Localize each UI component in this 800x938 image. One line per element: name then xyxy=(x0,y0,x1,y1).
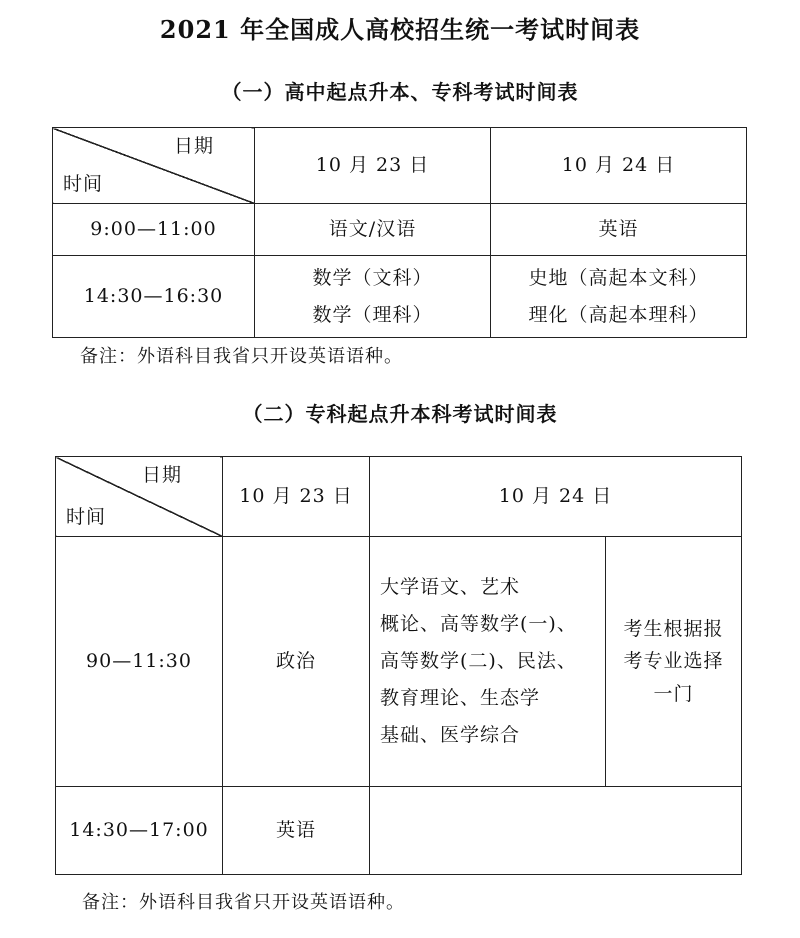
empty-cell xyxy=(370,787,742,875)
date-label: 日期 xyxy=(141,464,182,486)
time-cell: 90—11:30 xyxy=(56,537,223,787)
time-cell: 14:30—16:30 xyxy=(53,256,255,338)
subject-cell xyxy=(491,256,747,338)
section2-heading: （二）专科起点升本科考试时间表 xyxy=(242,402,558,426)
subject-line: 理化（高起本理科） xyxy=(528,303,709,326)
choice-line: 考生根据报 xyxy=(623,618,724,641)
subject-line: 大学语文、艺术 xyxy=(380,575,521,598)
subject-list-cell xyxy=(370,537,606,787)
day2-header: 10 月 24 日 xyxy=(370,457,742,537)
subject-line: 数学（文科） xyxy=(312,267,433,290)
day1-header: 10 月 23 日 xyxy=(255,128,491,204)
page-title: 2021 年全国成人高校招生统一考试时间表 xyxy=(159,15,641,44)
subject-line: 数学（理科） xyxy=(312,303,433,326)
choice-note-cell xyxy=(606,537,742,787)
choice-line: 考专业选择 xyxy=(623,650,724,673)
subject-cell: 英语 xyxy=(491,204,747,256)
section1-heading: （一）高中起点升本、专科考试时间表 xyxy=(221,80,579,104)
time-cell: 9:00—11:00 xyxy=(53,204,255,256)
day2-header: 10 月 24 日 xyxy=(491,128,747,204)
time-label: 时间 xyxy=(63,173,104,196)
table2-header-row xyxy=(56,457,742,537)
table-row xyxy=(56,787,742,875)
table-row xyxy=(56,537,742,787)
schedule-table-1 xyxy=(52,127,747,338)
time-label: 时间 xyxy=(66,506,107,529)
subject-line: 教育理论、生态学 xyxy=(380,687,541,710)
subject-line: 史地（高起本文科） xyxy=(528,267,709,290)
day1-header: 10 月 23 日 xyxy=(223,457,370,537)
table-row xyxy=(53,256,747,338)
diagonal-header-cell xyxy=(53,128,255,204)
subject-line: 基础、医学综合 xyxy=(380,724,521,747)
schedule-table-2 xyxy=(55,456,742,875)
choice-line: 一门 xyxy=(653,682,694,705)
table-row xyxy=(53,204,747,256)
subject-line: 概论、高等数学(一)、 xyxy=(380,612,577,635)
table1-header-row xyxy=(53,128,747,204)
subject-cell: 英语 xyxy=(223,787,370,875)
time-cell: 14:30—17:00 xyxy=(56,787,223,875)
diagonal-header-cell xyxy=(56,457,223,537)
section2-note: 备注：外语科目我省只开设英语语种。 xyxy=(82,892,405,913)
subject-line: 高等数学(二)、民法、 xyxy=(380,649,577,672)
date-label: 日期 xyxy=(173,135,214,157)
section1-note: 备注：外语科目我省只开设英语语种。 xyxy=(80,346,403,367)
subject-cell xyxy=(255,256,491,338)
subject-cell: 语文/汉语 xyxy=(255,204,491,256)
subject-cell: 政治 xyxy=(223,537,370,787)
